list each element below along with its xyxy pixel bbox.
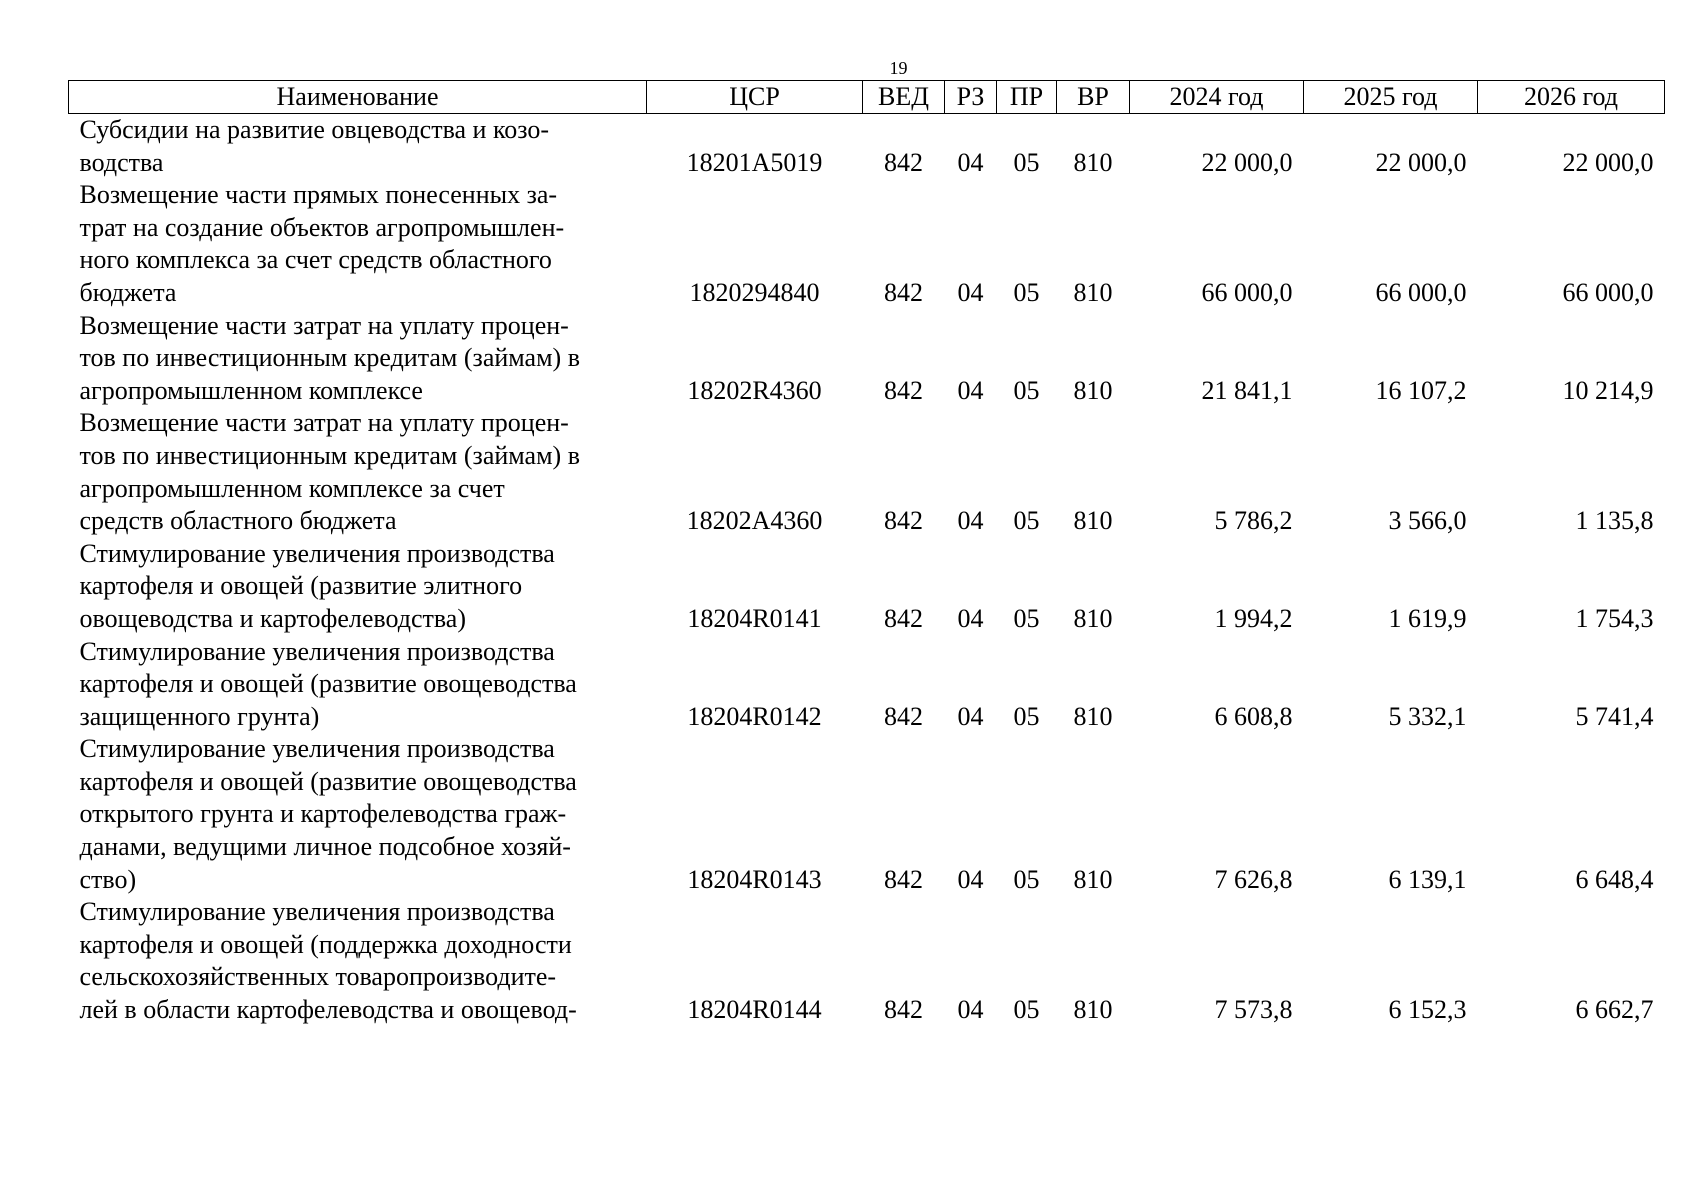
cell-amount-2026: 22 000,0 bbox=[1562, 147, 1654, 177]
cell-vr: 810 bbox=[1073, 603, 1113, 633]
cell-name bbox=[69, 538, 647, 636]
cell-rz: 04 bbox=[957, 701, 984, 731]
cell-name-line: ного комплекса за счет средств областного bbox=[79, 245, 552, 275]
cell-rz: 04 bbox=[957, 147, 984, 177]
cell-name-line: ство) bbox=[79, 864, 137, 894]
cell-name-line: трат на создание объектов агропромышлен- bbox=[79, 212, 565, 242]
cell-name-line: агропромышленном комплексе за счет bbox=[79, 473, 505, 503]
table-row bbox=[69, 896, 1665, 1026]
cell-pr: 05 bbox=[1013, 701, 1040, 731]
cell-name-line: тов по инвестиционным кредитам (займам) в bbox=[79, 440, 580, 470]
header-vr: ВР bbox=[1057, 81, 1130, 114]
cell-name-line: защищенного грунта) bbox=[79, 701, 320, 731]
cell-vr: 810 bbox=[1073, 375, 1113, 405]
cell-ved: 842 bbox=[884, 147, 923, 177]
cell-amount-2024: 5 786,2 bbox=[1214, 506, 1293, 536]
cell-rz: 04 bbox=[957, 375, 984, 405]
cell-pr: 05 bbox=[1013, 506, 1040, 536]
cell-amount-2024: 22 000,0 bbox=[1201, 147, 1293, 177]
table-row bbox=[69, 114, 1665, 180]
cell-amount-2025: 16 107,2 bbox=[1375, 375, 1467, 405]
table-row bbox=[69, 636, 1665, 734]
cell-amount-2026: 1 754,3 bbox=[1575, 603, 1654, 633]
cell-name-line: водства bbox=[79, 147, 164, 177]
cell-name-line: средств областного бюджета bbox=[79, 506, 397, 536]
cell-name-line: агропромышленном комплексе bbox=[79, 375, 423, 405]
cell-name bbox=[69, 636, 647, 734]
cell-amount-2024: 7 573,8 bbox=[1214, 995, 1293, 1025]
table-row bbox=[69, 538, 1665, 636]
cell-name bbox=[69, 896, 647, 1026]
header-2025: 2025 год bbox=[1304, 81, 1478, 114]
table-body bbox=[69, 114, 1665, 1027]
cell-csr: 18204R0143 bbox=[687, 864, 822, 894]
cell-vr: 810 bbox=[1073, 277, 1113, 307]
cell-rz: 04 bbox=[957, 995, 984, 1025]
cell-csr: 18201А5019 bbox=[686, 147, 823, 177]
header-ved: ВЕД bbox=[863, 81, 945, 114]
cell-name-line: Стимулирование увеличения производства bbox=[79, 897, 555, 927]
cell-name-line: картофеля и овощей (развитие овощеводства bbox=[79, 766, 577, 796]
cell-amount-2024: 6 608,8 bbox=[1214, 701, 1293, 731]
cell-amount-2025: 22 000,0 bbox=[1375, 147, 1467, 177]
cell-name-line: Возмещение части прямых понесенных за- bbox=[79, 180, 558, 210]
cell-name-line: тов по инвестиционным кредитам (займам) в bbox=[79, 343, 580, 373]
cell-pr: 05 bbox=[1013, 603, 1040, 633]
cell-name-line: овощеводства и картофелеводства) bbox=[79, 603, 466, 633]
cell-csr: 18204R0142 bbox=[687, 701, 822, 731]
cell-csr: 1820294840 bbox=[689, 277, 820, 307]
header-csr: ЦСР bbox=[647, 81, 863, 114]
cell-amount-2024: 21 841,1 bbox=[1201, 375, 1293, 405]
cell-name-line: Стимулирование увеличения производства bbox=[79, 734, 555, 764]
cell-pr: 05 bbox=[1013, 375, 1040, 405]
table-header-row bbox=[69, 81, 1665, 114]
header-2024: 2024 год bbox=[1130, 81, 1304, 114]
cell-rz: 04 bbox=[957, 603, 984, 633]
cell-amount-2025: 5 332,1 bbox=[1388, 701, 1467, 731]
cell-pr: 05 bbox=[1013, 277, 1040, 307]
header-pr: ПР bbox=[997, 81, 1057, 114]
cell-vr: 810 bbox=[1073, 147, 1113, 177]
cell-amount-2024: 7 626,8 bbox=[1214, 864, 1293, 894]
cell-name-line: Стимулирование увеличения производства bbox=[79, 538, 555, 568]
cell-csr: 18204R0144 bbox=[687, 995, 822, 1025]
cell-name bbox=[69, 733, 647, 896]
cell-name-line: картофеля и овощей (поддержка доходности bbox=[79, 929, 572, 959]
page-number: 19 bbox=[889, 58, 908, 78]
cell-amount-2026: 1 135,8 bbox=[1575, 506, 1654, 536]
cell-name-line: лей в области картофелеводства и овощевод- bbox=[79, 995, 577, 1025]
cell-amount-2026: 6 662,7 bbox=[1575, 995, 1654, 1025]
cell-amount-2024: 66 000,0 bbox=[1201, 277, 1293, 307]
header-name: Наименование bbox=[69, 81, 647, 114]
cell-name-line: Субсидии на развитие овцеводства и козо- bbox=[79, 115, 550, 144]
cell-name bbox=[69, 114, 647, 180]
cell-pr: 05 bbox=[1013, 995, 1040, 1025]
cell-amount-2026: 6 648,4 bbox=[1575, 864, 1654, 894]
cell-name-line: бюджета bbox=[79, 277, 177, 307]
cell-name-line: открытого грунта и картофелеводства граж- bbox=[79, 799, 567, 829]
header-2026: 2026 год bbox=[1478, 81, 1665, 114]
cell-name bbox=[69, 179, 647, 309]
cell-name bbox=[69, 310, 647, 408]
cell-ved: 842 bbox=[884, 864, 923, 894]
cell-name-line: Возмещение части затрат на уплату процен- bbox=[79, 310, 569, 340]
table-row bbox=[69, 310, 1665, 408]
cell-name-line: данами, ведущими личное подсобное хозяй- bbox=[79, 832, 571, 862]
cell-csr: 18202А4360 bbox=[686, 506, 823, 536]
cell-amount-2025: 6 152,3 bbox=[1388, 995, 1467, 1025]
cell-amount-2026: 10 214,9 bbox=[1562, 375, 1654, 405]
cell-ved: 842 bbox=[884, 603, 923, 633]
cell-name-line: картофеля и овощей (развитие овощеводства bbox=[79, 669, 577, 699]
budget-table bbox=[68, 80, 1665, 1027]
cell-amount-2025: 66 000,0 bbox=[1375, 277, 1467, 307]
cell-amount-2026: 5 741,4 bbox=[1575, 701, 1654, 731]
cell-rz: 04 bbox=[957, 506, 984, 536]
cell-name bbox=[69, 407, 647, 537]
cell-ved: 842 bbox=[884, 277, 923, 307]
header-rz: РЗ bbox=[945, 81, 997, 114]
cell-vr: 810 bbox=[1073, 701, 1113, 731]
cell-name-line: сельскохозяйственных товаропроизводите- bbox=[79, 962, 557, 992]
cell-vr: 810 bbox=[1073, 995, 1113, 1025]
table-row bbox=[69, 733, 1665, 896]
cell-vr: 810 bbox=[1073, 864, 1113, 894]
cell-name-line: Стимулирование увеличения производства bbox=[79, 636, 555, 666]
cell-name-line: картофеля и овощей (развитие элитного bbox=[79, 571, 523, 601]
table-row bbox=[69, 407, 1665, 537]
cell-amount-2025: 3 566,0 bbox=[1388, 506, 1467, 536]
cell-pr: 05 bbox=[1013, 864, 1040, 894]
table-row bbox=[69, 179, 1665, 309]
cell-csr: 18202R4360 bbox=[687, 375, 822, 405]
cell-name-line: Возмещение части затрат на уплату процен- bbox=[79, 408, 569, 438]
cell-vr: 810 bbox=[1073, 506, 1113, 536]
cell-amount-2025: 6 139,1 bbox=[1388, 864, 1467, 894]
cell-ved: 842 bbox=[884, 701, 923, 731]
cell-amount-2024: 1 994,2 bbox=[1214, 603, 1293, 633]
cell-amount-2025: 1 619,9 bbox=[1388, 603, 1467, 633]
cell-ved: 842 bbox=[884, 375, 923, 405]
cell-pr: 05 bbox=[1013, 147, 1040, 177]
cell-csr: 18204R0141 bbox=[687, 603, 822, 633]
cell-ved: 842 bbox=[884, 995, 923, 1025]
cell-rz: 04 bbox=[957, 277, 984, 307]
cell-amount-2026: 66 000,0 bbox=[1562, 277, 1654, 307]
cell-rz: 04 bbox=[957, 864, 984, 894]
cell-ved: 842 bbox=[884, 506, 923, 536]
